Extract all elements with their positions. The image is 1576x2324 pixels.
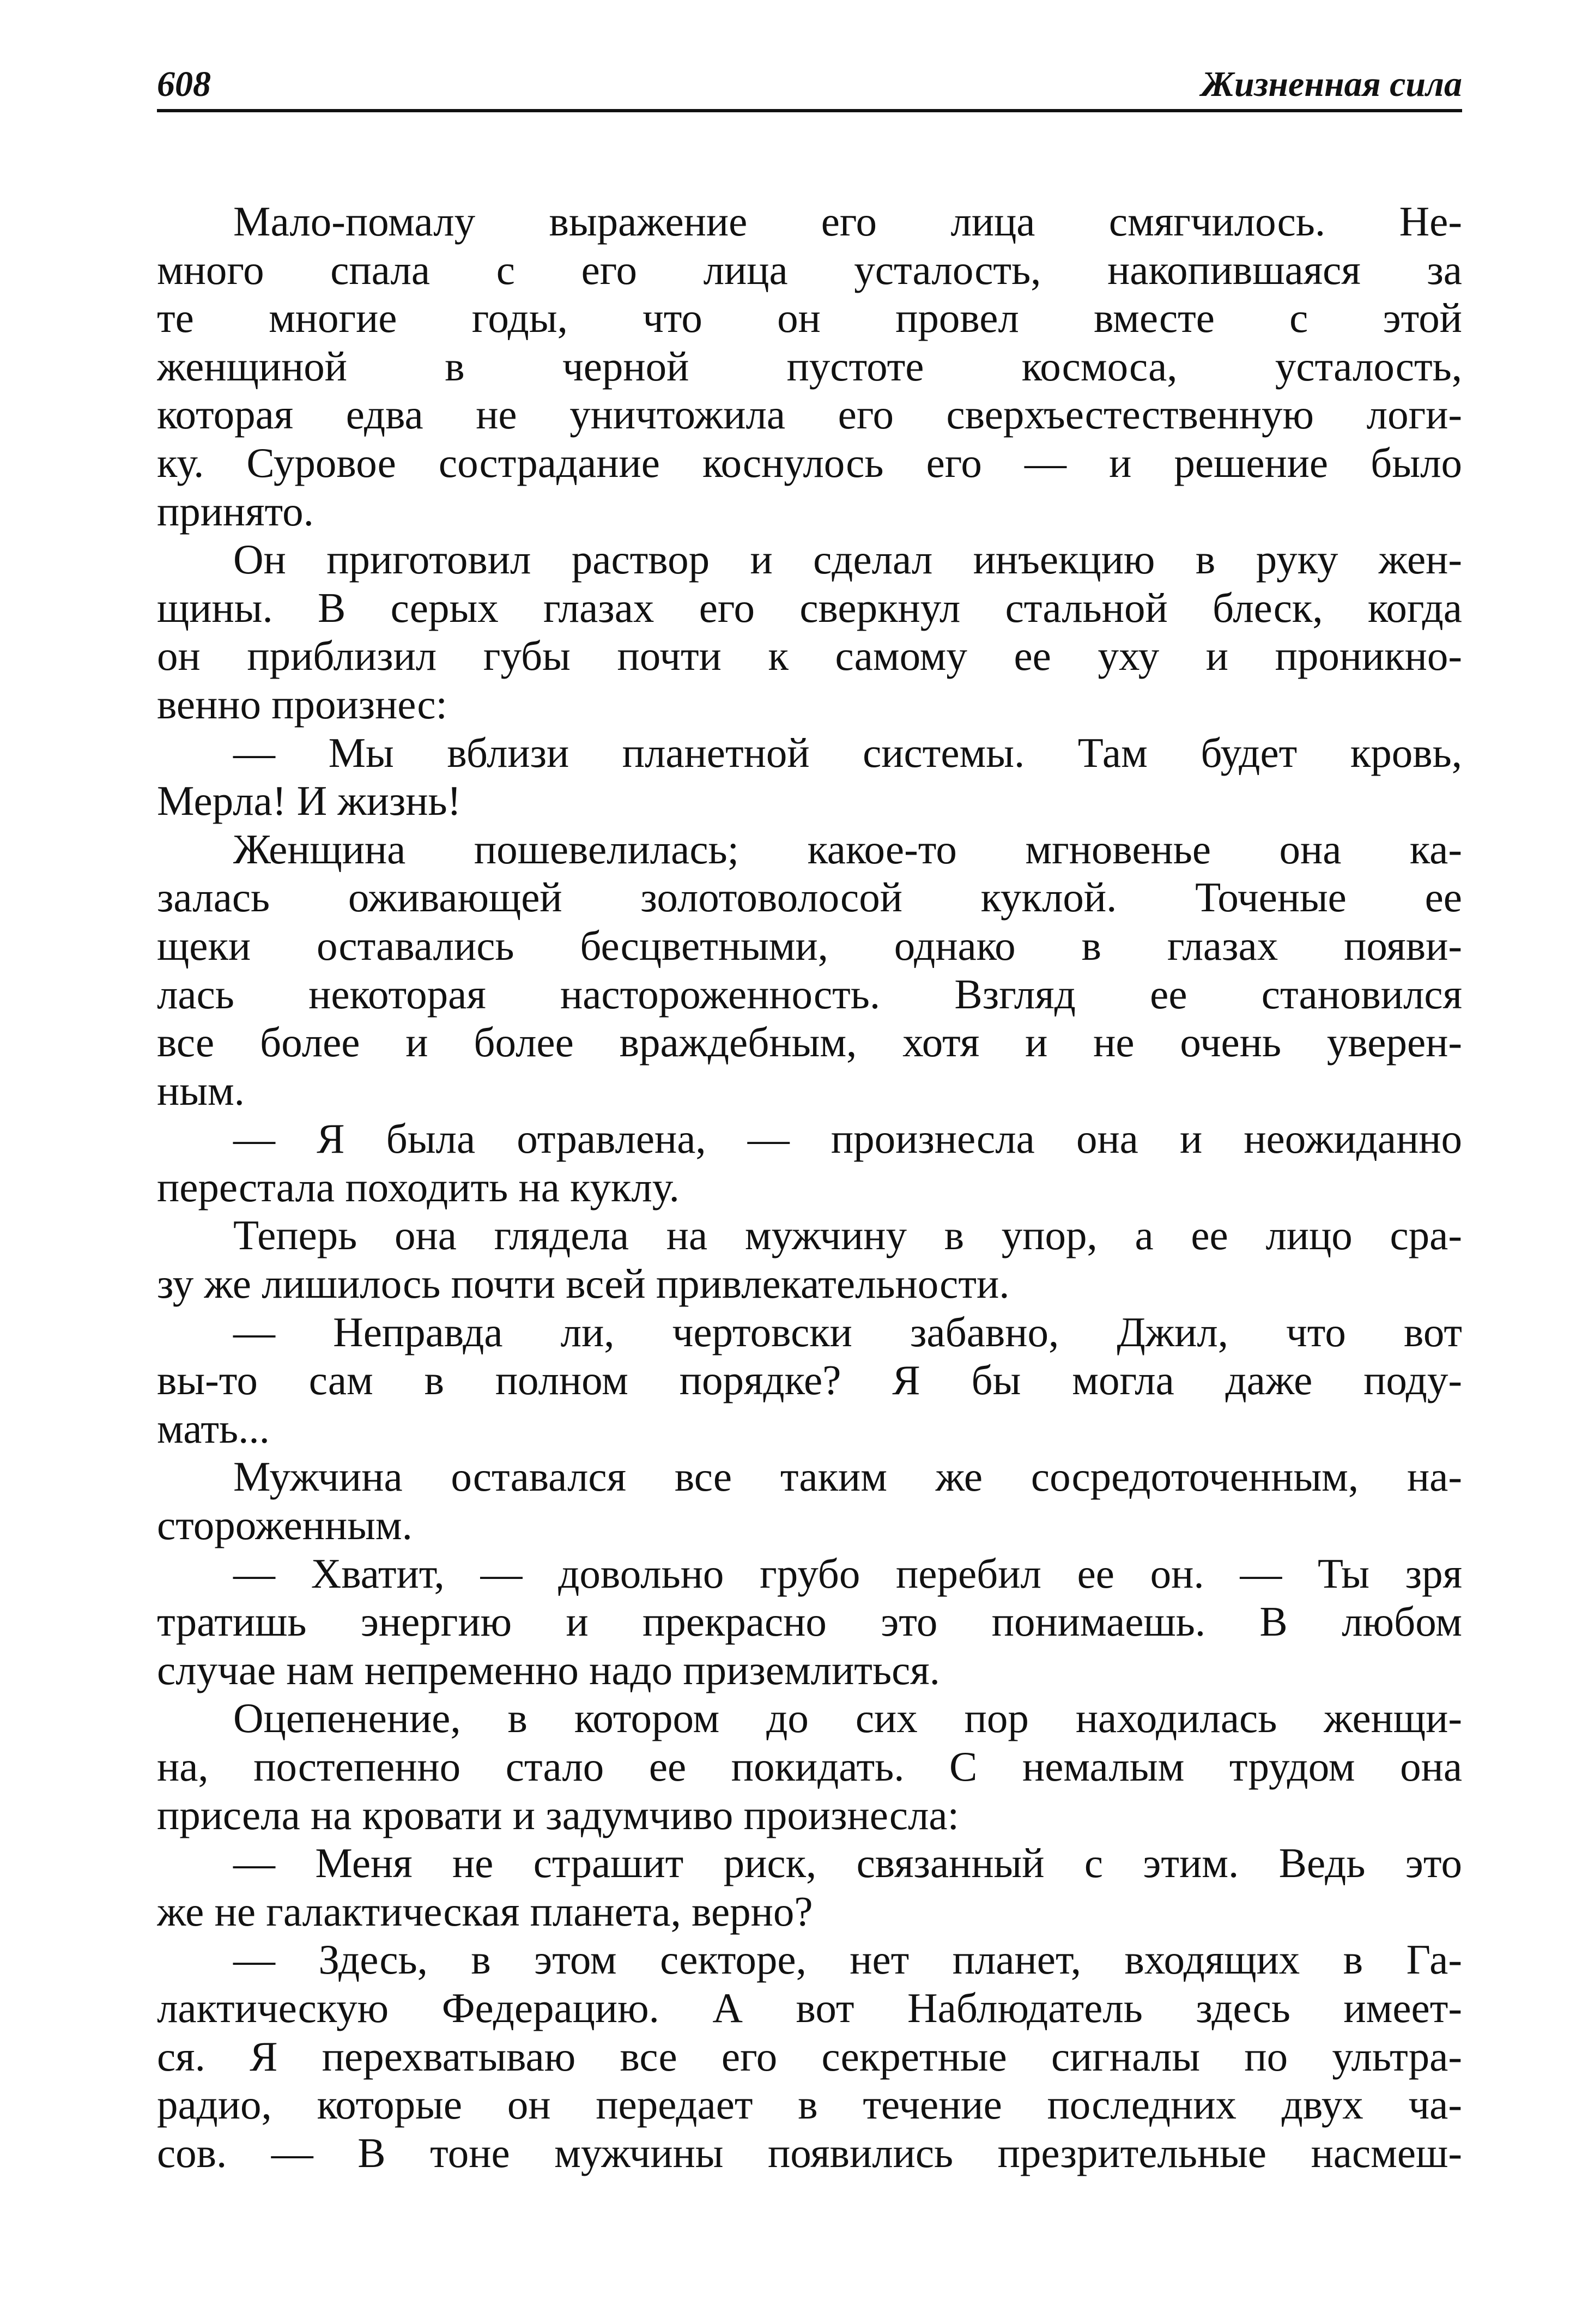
text-line: щины. В серых глазах его сверкнул стальной блеск, когда	[157, 584, 1462, 631]
text-line: лась некоторая настороженность. Взгляд ее становился	[157, 970, 1462, 1018]
text-line: — Мы вблизи планетной системы. Там будет кровь,	[233, 729, 1462, 776]
text-line: зу же лишилось почти всей привлекательности.	[157, 1260, 1010, 1308]
text-line: те многие годы, что он провел вместе с этой	[157, 294, 1462, 342]
text-body	[157, 197, 1462, 2177]
text-line: Женщина пошевелилась; какое-то мгновенье она ка-	[233, 825, 1462, 873]
text-line: — Хватит, — довольно грубо перебил ее он. — Ты зря	[233, 1550, 1462, 1597]
text-line: Теперь она глядела на мужчину в упор, а ее лицо сра-	[233, 1212, 1462, 1259]
text-line: залась оживающей золотоволосой куклой. Точеные ее	[157, 874, 1462, 921]
text-line: Оцепенение, в котором до сих пор находилась женщи-	[233, 1694, 1462, 1742]
text-line: венно произнес:	[157, 680, 447, 728]
text-line: — Здесь, в этом секторе, нет планет, входящих в Га-	[233, 1936, 1462, 1983]
text-line: щеки оставались бесцветными, однако в глазах появи-	[157, 922, 1462, 969]
text-line: ку. Суровое сострадание коснулось его — и решение было	[157, 439, 1462, 486]
text-line: лактическую Федерацию. А вот Наблюдатель здесь имеет-	[157, 1984, 1462, 2031]
text-line: Мерла! И жизнь!	[157, 777, 462, 825]
text-line: ным.	[157, 1067, 245, 1114]
text-line: сов. — В тоне мужчины появились презрительные насмеш-	[157, 2129, 1462, 2176]
text-line: женщиной в черной пустоте космоса, усталость,	[157, 342, 1462, 390]
text-line: вы-то сам в полном порядке? Я бы могла даже поду-	[157, 1357, 1462, 1404]
text-line: Мужчина оставался все таким же сосредоточенным, на-	[233, 1453, 1462, 1500]
text-line: на, постепенно стало ее покидать. С немалым трудом она	[157, 1743, 1462, 1790]
text-line: тратишь энергию и прекрасно это понимаешь. В любом	[157, 1598, 1462, 1645]
text-line: мать...	[157, 1405, 270, 1452]
text-line: все более и более враждебным, хотя и не очень уверен-	[157, 1019, 1462, 1066]
running-title: Жизненная сила	[1201, 64, 1462, 104]
text-line: — Меня не страшит риск, связанный с этим. Ведь это	[233, 1839, 1462, 1887]
text-line: Мало-помалу выражение его лица смягчилось. Не-	[233, 198, 1462, 245]
text-line: радио, которые он передает в течение последних двух ча-	[157, 2081, 1462, 2128]
text-line: присела на кровати и задумчиво произнесла:	[157, 1791, 959, 1838]
text-line: — Неправда ли, чертовски забавно, Джил, что вот	[233, 1308, 1462, 1355]
text-line: же не галактическая планета, верно?	[157, 1887, 813, 1935]
running-head	[157, 55, 1462, 112]
text-line: случае нам непременно надо приземлиться.	[157, 1646, 940, 1693]
text-line: стороженным.	[157, 1502, 413, 1549]
text-line: много спала с его лица усталость, накопившаяся за	[157, 246, 1462, 293]
text-line: ся. Я перехватываю все его секретные сигналы по ультра-	[157, 2032, 1462, 2080]
text-line: перестала походить на куклу.	[157, 1163, 680, 1211]
text-line: принято.	[157, 487, 314, 535]
text-line: он приблизил губы почти к самому ее уху и проникно-	[157, 632, 1462, 680]
text-line: которая едва не уничтожила его сверхъестественную логи-	[157, 391, 1462, 438]
text-line: Он приготовил раствор и сделал инъекцию в руку жен-	[233, 536, 1462, 583]
page-number: 608	[157, 64, 211, 104]
text-line: — Я была отравлена, — произнесла она и неожиданно	[233, 1115, 1462, 1163]
